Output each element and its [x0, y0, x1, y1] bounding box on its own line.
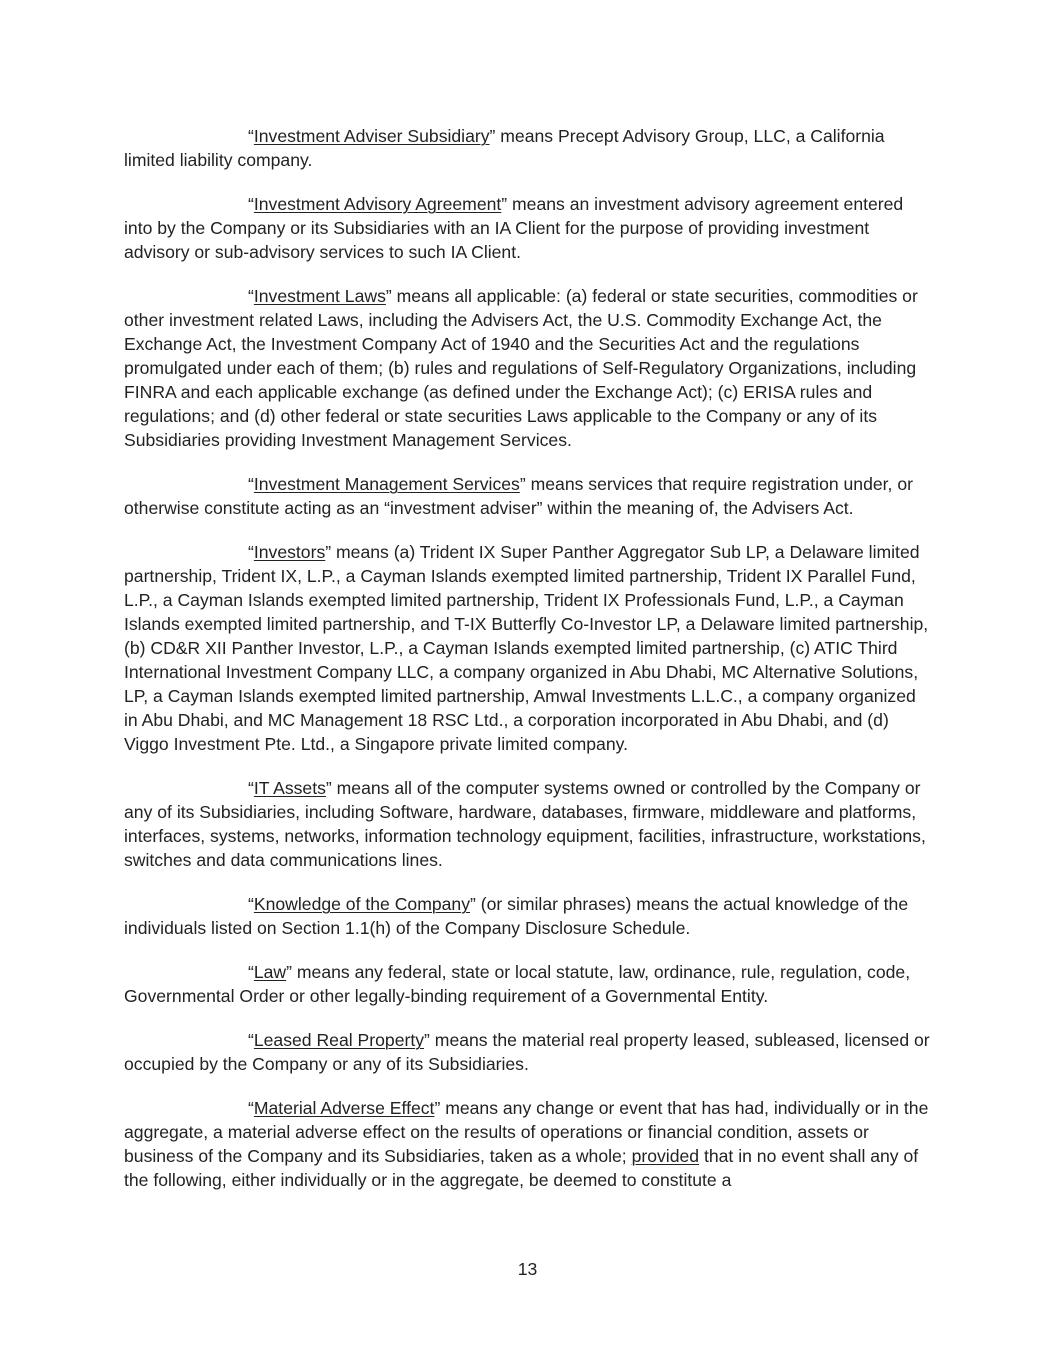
- defined-term: Material Adverse Effect: [253, 1098, 435, 1118]
- defined-term: Investment Advisory Agreement: [253, 194, 502, 214]
- definition-investment-laws: “Investment Laws” means all applicable: (a) federal or state securities, commodities or other investment related Laws, including the Advisers Act, the U.S. Commodity Exchange Act, the Exchange Act, the Investment Company Act of 1940 and the Securities Act and the regulations promulgated under each of them; (b) rules and regulations of Self-Regulatory Organizations, including FINRA and each applicable exchange (as defined under the Exchange Act); (c) ERISA rules and regulations; and (d) other federal or state securities Laws applicable to the Company or any of its Subsidiaries providing Investment Management Services.: [124, 286, 918, 450]
- defined-term: Investment Adviser Subsidiary: [253, 126, 490, 146]
- definition-investors: “Investors” means (a) Trident IX Super Panther Aggregator Sub LP, a Delaware limited partnership, Trident IX, L.P., a Cayman Islands exempted limited partnership, Trident IX Parallel Fund, L.P., a Cayman Islands exempted limited partnership, Trident IX Professionals Fund, L.P., a Cayman Islands exempted limited partnership, and T-IX Butterfly Co-Investor LP, a Delaware limited partnership, (b) CD&R XII Panther Investor, L.P., a Cayman Islands exempted limited partnership, (c) ATIC Third International Investment Company LLC, a company organized in Abu Dhabi, MC Alternative Solutions, LP, a Cayman Islands exempted limited partnership, Amwal Investments L.L.C., a company organized in Abu Dhabi, and MC Management 18 RSC Ltd., a corporation incorporated in Abu Dhabi, and (d) Viggo Investment Pte. Ltd., a Singapore private limited company.: [124, 542, 929, 754]
- defined-term: Law: [253, 962, 287, 982]
- definition-text: means services that require registration under, or otherwise constitute acting as an “investment adviser” within the meaning of, the Advisers Act.: [124, 474, 913, 518]
- definition-text: means (a) Trident IX Super Panther Aggregator Sub LP, a Delaware limited partnership, Trident IX, L.P., a Cayman Islands exempted limited partnership, Trident IX Parallel Fund, L.P., a Cayman Islands exempted limited partnership, Trident IX Professionals Fund, L.P., a Cayman Islands exempted limited partnership, and T-IX Butterfly Co-Investor LP, a Delaware limited partnership, (b) CD&R XII Panther Investor, L.P., a Cayman Islands exempted limited partnership, (c) ATIC Third International Investment Company LLC, a company organized in Abu Dhabi, MC Alternative Solutions, LP, a Cayman Islands exempted limited partnership, Amwal Investments L.L.C., a company organized in Abu Dhabi, and MC Management 18 RSC Ltd., a corporation incorporated in Abu Dhabi, and (d) Viggo Investment Pte. Ltd., a Singapore private limited company.: [124, 542, 929, 754]
- definition-text: (or similar phrases) means the actual knowledge of the individuals listed on Section 1.1(h) of the Company Disclosure Schedule.: [124, 894, 909, 938]
- document-body: [124, 124, 932, 1212]
- definition-text: means an investment advisory agreement entered into by the Company or its Subsidiaries with an IA Client for the purpose of providing investment advisory or sub-advisory services to such IA Client.: [124, 194, 904, 262]
- defined-term: Investment Laws: [253, 286, 386, 306]
- defined-term: Investment Management Services: [253, 474, 520, 494]
- definition-investment-advisory-agreement: “Investment Advisory Agreement” means an investment advisory agreement entered into by the Company or its Subsidiaries with an IA Client for the purpose of providing investment advisory or sub-advisory services to such IA Client.: [124, 194, 904, 262]
- definition-it-assets: “IT Assets” means all of the computer systems owned or controlled by the Company or any of its Subsidiaries, including Software, hardware, databases, firmware, middleware and platforms, interfaces, systems, networks, information technology equipment, facilities, infrastructure, workstations, switches and data communications lines.: [124, 778, 926, 870]
- definition-leased-real-property: “Leased Real Property” means the material real property leased, subleased, licensed or occupied by the Company or any of its Subsidiaries.: [124, 1030, 930, 1074]
- definition-text: means the material real property leased, subleased, licensed or occupied by the Company or any of its Subsidiaries.: [124, 1030, 930, 1074]
- defined-term: Investors: [253, 542, 326, 562]
- definition-investment-management-services: “Investment Management Services” means services that require registration under, or otherwise constitute acting as an “investment adviser” within the meaning of, the Advisers Act.: [124, 474, 913, 518]
- definition-knowledge-of-the-company: “Knowledge of the Company” (or similar phrases) means the actual knowledge of the individuals listed on Section 1.1(h) of the Company Disclosure Schedule.: [124, 894, 909, 938]
- definition-material-adverse-effect: “Material Adverse Effect” means any change or event that has had, individually or in the aggregate, a material adverse effect on the results of operations or financial condition, assets or business of the Company and its Subsidiaries, taken as a whole; provided that in no event shall any of the following, either individually or in the aggregate, be deemed to constitute a: [124, 1098, 929, 1190]
- page-number: 13: [517, 1259, 538, 1279]
- defined-term: Knowledge of the Company: [253, 894, 471, 914]
- definition-investment-adviser-subsidiary: “Investment Adviser Subsidiary” means Precept Advisory Group, LLC, a California limited liability company.: [124, 126, 885, 170]
- definition-text: means any federal, state or local statute, law, ordinance, rule, regulation, code, Governmental Order or other legally-binding requirement of a Governmental Entity.: [124, 962, 911, 1006]
- definition-text-continued: that in no event shall any of the following, either individually or in the aggregate, be deemed to constitute a: [124, 1146, 919, 1190]
- definition-text: means all of the computer systems owned or controlled by the Company or any of its Subsidiaries, including Software, hardware, databases, firmware, middleware and platforms, interfaces, systems, networks, information technology equipment, facilities, infrastructure, workstations, switches and data communications lines.: [124, 778, 926, 870]
- definition-text: means all applicable: (a) federal or state securities, commodities or other investment related Laws, including the Advisers Act, the U.S. Commodity Exchange Act, the Exchange Act, the Investment Company Act of 1940 and the Securities Act and the regulations promulgated under each of them; (b) rules and regulations of Self-Regulatory Organizations, including FINRA and each applicable exchange (as defined under the Exchange Act); (c) ERISA rules and regulations; and (d) other federal or state securities Laws applicable to the Company or any of its Subsidiaries providing Investment Management Services.: [124, 286, 918, 450]
- definition-text: means any change or event that has had, individually or in the aggregate, a material adverse effect on the results of operations or financial condition, assets or business of the Company and its Subsidiaries, taken as a whole;: [124, 1098, 929, 1166]
- defined-term: Leased Real Property: [253, 1030, 425, 1050]
- proviso-term: provided: [631, 1146, 700, 1166]
- definition-law: “Law” means any federal, state or local statute, law, ordinance, rule, regulation, code, Governmental Order or other legally-binding requirement of a Governmental Entity.: [124, 962, 911, 1006]
- defined-term: IT Assets: [253, 778, 326, 798]
- definition-text: means Precept Advisory Group, LLC, a California limited liability company.: [124, 126, 885, 170]
